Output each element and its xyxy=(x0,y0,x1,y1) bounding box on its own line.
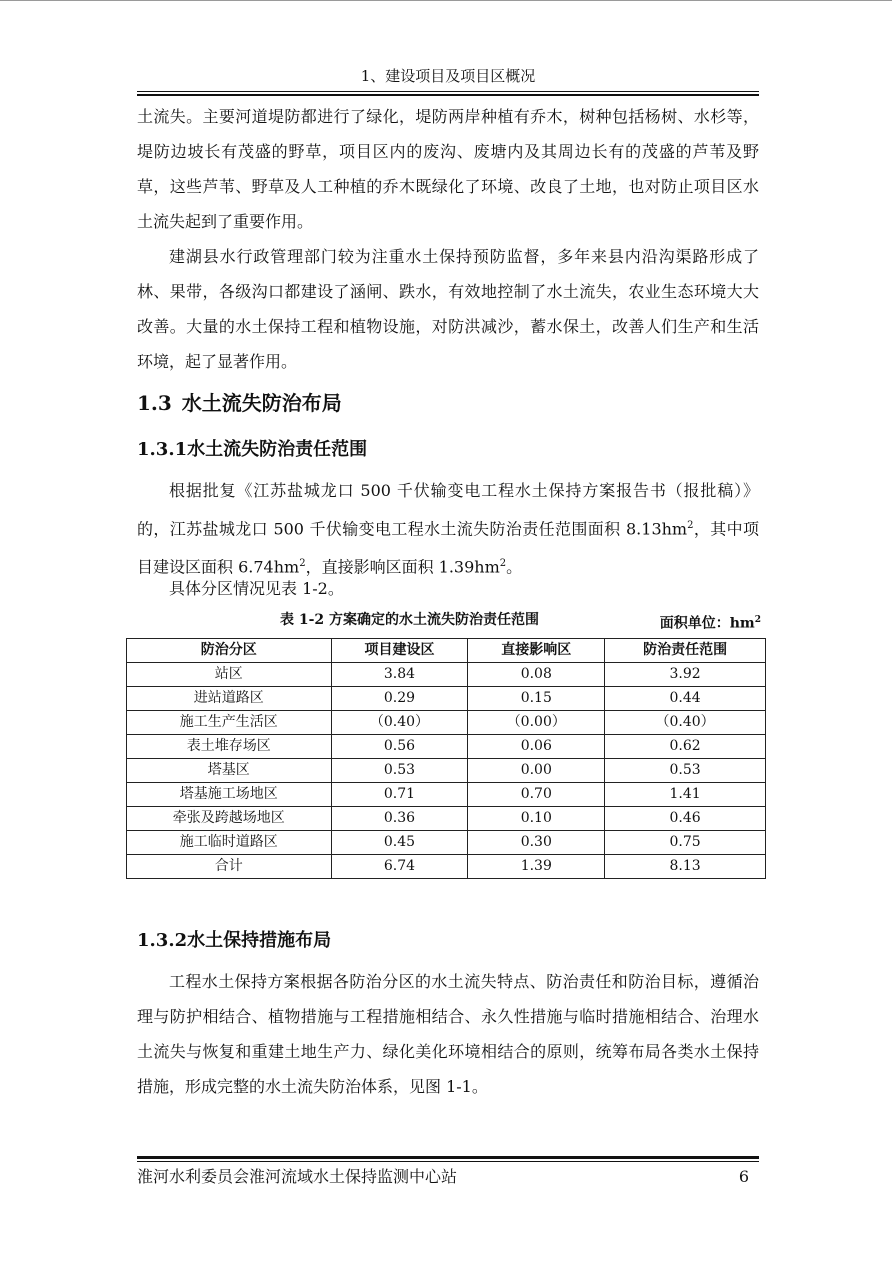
unit-text: 面积单位：hm xyxy=(659,615,755,632)
paragraph-supervision: 建湖县水行政管理部门较为注重水土保持预防监督，多年来县内沿沟渠路形成了林、果带，各级沟口都建设了涵闸、跌水，有效地控制了水土流失，农业生态环境大大改善。大量的水土保持工程和植物设施，对防洪减沙，蓄水保土，改善人们生产和生活环境，起了显著作用。 xyxy=(137,247,759,371)
table-cell: 0.56 xyxy=(331,735,468,759)
superscript: 2 xyxy=(687,520,694,531)
table-cell: 0.06 xyxy=(468,735,605,759)
section-title: 水土流失防治责任范围 xyxy=(187,439,368,460)
table-cell: 0.08 xyxy=(468,663,605,687)
table-row xyxy=(127,783,766,807)
section-number: 1.3.1 xyxy=(137,439,188,460)
running-header: 1、建设项目及项目区概况 xyxy=(360,67,536,85)
table-cell: 合计 xyxy=(127,855,332,879)
section-heading-1-3-2 xyxy=(137,928,331,954)
footer-rule xyxy=(137,1161,759,1162)
table-cell: （0.00） xyxy=(468,711,605,735)
table-row xyxy=(127,687,766,711)
text-segment: 。 xyxy=(506,557,523,577)
text-segment: ，直接影响区面积 1.39hm xyxy=(305,557,500,577)
table-cell: （0.40） xyxy=(605,711,766,735)
table-row xyxy=(127,663,766,687)
column-header: 项目建设区 xyxy=(331,639,468,663)
text-segment: 根据批复《江苏盐城龙口 500 千伏输变电工程水土保持方案报告书（报批稿）》的，江苏盐城龙口 500 千伏输变电工程水土流失防治责任范围面积 8.13hm xyxy=(137,481,759,539)
table-cell: 0.44 xyxy=(605,687,766,711)
table-cell: 0.10 xyxy=(468,807,605,831)
table-cell: 塔基施工场地区 xyxy=(127,783,332,807)
table-cell: 表土堆存场区 xyxy=(127,735,332,759)
section-title: 水土保持措施布局 xyxy=(187,930,332,951)
table-cell: 0.36 xyxy=(331,807,468,831)
table-cell: 8.13 xyxy=(605,855,766,879)
table-cell: 0.53 xyxy=(605,759,766,783)
header-rule-thick xyxy=(137,94,759,96)
table-cell: （0.40） xyxy=(331,711,468,735)
table-cell: 3.92 xyxy=(605,663,766,687)
table-row xyxy=(127,711,766,735)
table-cell: 0.29 xyxy=(331,687,468,711)
table-cell: 塔基区 xyxy=(127,759,332,783)
table-cell: 0.45 xyxy=(331,831,468,855)
header-rule xyxy=(137,91,759,92)
table-cell: 施工生产生活区 xyxy=(127,711,332,735)
table-cell: 0.70 xyxy=(468,783,605,807)
footer-organization: 淮河水利委员会淮河流域水土保持监测中心站 xyxy=(137,1167,458,1186)
column-header: 直接影响区 xyxy=(468,639,605,663)
table-row xyxy=(127,759,766,783)
table-cell: 1.41 xyxy=(605,783,766,807)
table-cell: 6.74 xyxy=(331,855,468,879)
table-cell: 进站道路区 xyxy=(127,687,332,711)
section-number: 1.3 xyxy=(137,391,172,415)
table-cell: 0.75 xyxy=(605,831,766,855)
table-row xyxy=(127,831,766,855)
table-cell: 站区 xyxy=(127,663,332,687)
paragraph-measures-layout: 工程水土保持方案根据各防治分区的水土流失特点、防治责任和防治目标，遵循治理与防护相结合、植物措施与工程措施相结合、永久性措施与临时措施相结合、治理水土流失与恢复和重建土地生产力、绿化美化环境相结合的原则，统筹布局各类水土保持措施，形成完整的水土流失防治体系，见图 1-1。 xyxy=(137,972,759,1096)
paragraph-responsibility-scope xyxy=(137,473,759,585)
section-number: 1.3.2 xyxy=(137,930,188,951)
table-cell: 0.00 xyxy=(468,759,605,783)
paragraph-table-reference: 具体分区情况见表 1-2。 xyxy=(169,579,344,598)
table-cell: 0.15 xyxy=(468,687,605,711)
paragraph-vegetation: 土流失。主要河道堤防都进行了绿化，堤防两岸种植有乔木，树种包括杨树、水杉等，堤防边坡长有茂盛的野草，项目区内的废沟、废塘内及其周边长有的茂盛的芦苇及野草，这些芦苇、野草及人工种植的乔木既绿化了环境、改良了土地，也对防止项目区水土流失起到了重要作用。 xyxy=(137,107,759,231)
table-cell: 0.53 xyxy=(331,759,468,783)
table-cell: 施工临时道路区 xyxy=(127,831,332,855)
table-cell: 1.39 xyxy=(468,855,605,879)
superscript: 2 xyxy=(499,558,507,570)
section-heading-1-3-1 xyxy=(137,437,367,463)
page-top-border xyxy=(0,0,892,1)
table-unit-label xyxy=(660,611,761,633)
column-header: 防治责任范围 xyxy=(605,639,766,663)
table-cell: 0.46 xyxy=(605,807,766,831)
superscript: 2 xyxy=(299,558,306,570)
section-heading-1-3 xyxy=(137,389,342,417)
table-header-row xyxy=(127,639,766,663)
responsibility-scope-table xyxy=(126,638,766,879)
table-row xyxy=(127,807,766,831)
footer-rule-thick xyxy=(137,1156,759,1159)
section-title: 水土流失防治布局 xyxy=(181,391,342,415)
table-cell: 0.62 xyxy=(605,735,766,759)
table-row xyxy=(127,735,766,759)
table-caption: 表 1-2 方案确定的水土流失防治责任范围 xyxy=(280,612,540,628)
table-total-row xyxy=(127,855,766,879)
text-segment: ，其中项目建设区面积 6.74hm xyxy=(137,519,759,577)
table-cell: 0.71 xyxy=(331,783,468,807)
column-header: 防治分区 xyxy=(127,639,332,663)
table-cell: 3.84 xyxy=(331,663,468,687)
page-number: 6 xyxy=(738,1167,749,1186)
table-cell: 0.30 xyxy=(468,831,605,855)
superscript: 2 xyxy=(754,615,761,625)
table-cell: 牵张及跨越场地区 xyxy=(127,807,332,831)
